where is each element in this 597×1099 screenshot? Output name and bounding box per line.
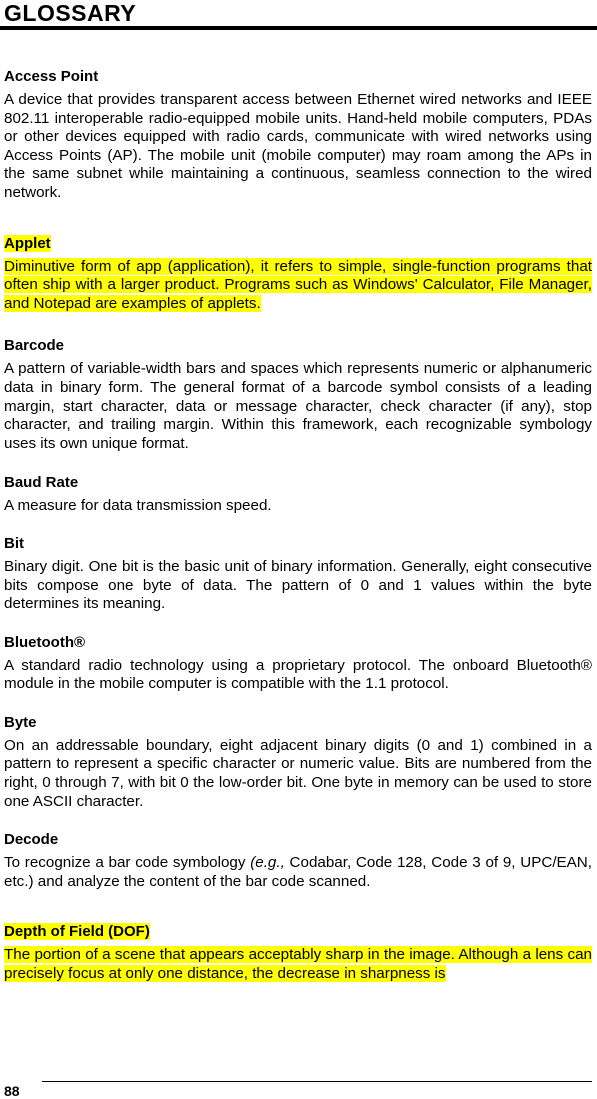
term-definition: To recognize a bar code symbology (e.g., Codabar, Code 128, Code 3 of 9, UPC/EAN, etc.) and analyze the content of the bar code scanned. [4,854,592,890]
term-definition: A standard radio technology using a proprietary protocol. The onboard Bluetooth® module in the mobile computer is compatible with the 1.1 protocol. [4,656,592,693]
entry-bit [4,535,592,614]
term-definition: A measure for data transmission speed. [4,497,272,515]
term-heading: Bluetooth® [4,633,86,651]
term-heading: Access Point [4,68,99,85]
term-heading: Applet [4,234,51,252]
italic-example-abbrev: (e.g., [250,854,285,872]
entry-byte [4,714,592,811]
entry-baud-rate [4,474,592,516]
entry-access-point [4,68,592,203]
title-rule [0,26,597,30]
page-number: 88 [4,1083,20,1099]
term-heading: Byte [4,713,37,731]
term-definition: A device that provides transparent access between Ethernet wired networks and IEEE 802.11 interoperable radio-equipped mobile units. Hand-held mobile computers, PDAs or other devices equipped with radio cards, communicate with wired networks using Access Points (AP). The mobile unit (mobile computer) may roam among the APs in the same subnet while maintaining a continuous, seamless connection to the wired network. [4,91,592,201]
term-definition: Diminutive form of app (application), it refers to simple, single-function programs that often ship with a larger product. Programs such as Windows' Calculator, File Manager, and Notepad are examples of applets. [4,257,592,312]
entry-barcode [4,337,592,453]
term-heading: Bit [4,534,24,552]
term-heading: Baud Rate [4,474,79,492]
entry-bluetooth [4,634,592,694]
term-definition: A pattern of variable-width bars and spaces which represents numeric or alphanumeric data in binary form. The general format of a barcode symbol consists of a leading margin, start character, data or message character, check character (if any), stop character, and trailing margin. Within this framework, each recognizable symbology uses its own unique format. [4,360,592,452]
glossary-content [4,68,592,984]
entry-applet [4,235,592,314]
term-definition: On an addressable boundary, eight adjacent binary digits (0 and 1) combined in a pattern to represent a specific character or numeric value. Bits are numbered from the right, 0 through 7, with bit 0 the low-order bit. One byte in memory can be used to store one ASCII character. [4,736,592,810]
term-heading: Depth of Field (DOF) [4,923,150,941]
term-heading: Decode [4,831,59,849]
term-heading: Barcode [4,337,65,355]
entry-depth-of-field [4,923,592,983]
footer-rule [42,1081,592,1082]
page-title: GLOSSARY [4,0,137,26]
term-definition: Binary digit. One bit is the basic unit of binary information. Generally, eight consecutive bits compose one byte of data. The pattern of 0 and 1 values within the byte determines its meaning. [4,557,592,613]
entry-decode [4,831,592,891]
term-definition: The portion of a scene that appears acceptably sharp in the image. Although a lens can precisely focus at only one distance, the decrease in sharpness is [4,946,592,983]
